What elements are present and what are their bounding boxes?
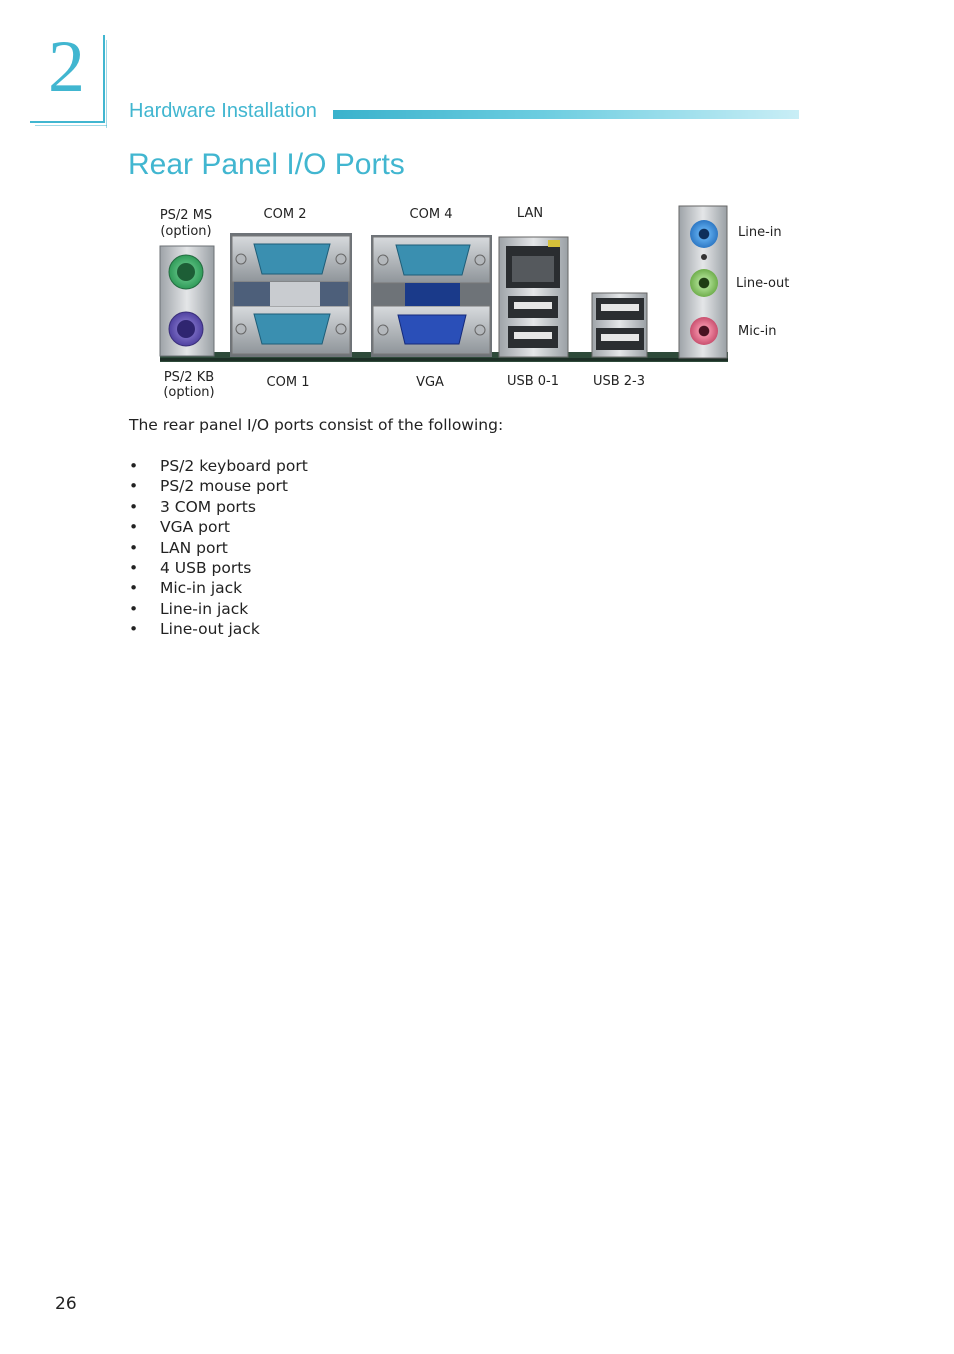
mic-in-jack bbox=[690, 317, 718, 345]
bullet: • bbox=[129, 538, 139, 557]
list-item-text: Mic-in jack bbox=[160, 579, 243, 598]
bullet: • bbox=[129, 620, 139, 639]
com-port-stack bbox=[230, 233, 352, 357]
line-out-jack bbox=[690, 269, 718, 297]
list-item bbox=[129, 578, 308, 598]
list-item bbox=[129, 558, 308, 578]
list-item bbox=[129, 538, 308, 558]
pcb-edge-shadow bbox=[160, 358, 728, 361]
list-item bbox=[129, 619, 308, 639]
label-vga: VGA bbox=[416, 375, 444, 390]
label-lan: LAN bbox=[516, 206, 544, 221]
usb-2-3-stack bbox=[592, 293, 647, 357]
list-item bbox=[129, 599, 308, 619]
com4-vga-stack bbox=[371, 235, 492, 357]
bullet: • bbox=[129, 579, 139, 598]
list-item bbox=[129, 517, 308, 537]
list-item-text: Line-out jack bbox=[160, 620, 260, 639]
list-item-text: PS/2 mouse port bbox=[160, 477, 288, 496]
bullet: • bbox=[129, 518, 139, 537]
bullet: • bbox=[129, 558, 139, 577]
list-item-text: 4 USB ports bbox=[160, 558, 252, 577]
vga-port bbox=[398, 315, 466, 344]
bullet: • bbox=[129, 599, 139, 618]
list-item-text: PS/2 keyboard port bbox=[160, 457, 308, 475]
page-number: 26 bbox=[55, 1294, 77, 1314]
com2-port bbox=[254, 244, 330, 274]
audio-jack-panel bbox=[679, 206, 727, 358]
com1-port bbox=[254, 314, 330, 344]
ps2-port-stack bbox=[160, 246, 214, 356]
label-line-out: Line-out bbox=[736, 276, 790, 291]
label-ps2-ms-note: (option) bbox=[160, 224, 212, 239]
chapter-number: 2 bbox=[48, 26, 85, 108]
label-ps2-kb-note: (option) bbox=[163, 385, 215, 400]
label-usb-0-1: USB 0-1 bbox=[506, 374, 560, 389]
bullet: • bbox=[129, 457, 139, 475]
lan-usb-stack bbox=[499, 237, 568, 357]
list-item-text: LAN port bbox=[160, 538, 228, 557]
port-list bbox=[129, 456, 308, 640]
label-line-in: Line-in bbox=[738, 225, 782, 240]
bullet: • bbox=[129, 477, 139, 496]
page-title: Rear Panel I/O Ports bbox=[128, 148, 405, 181]
bullet: • bbox=[129, 497, 139, 516]
label-ps2-kb: PS/2 KB bbox=[163, 370, 215, 385]
list-item-text: 3 COM ports bbox=[160, 497, 256, 516]
list-item bbox=[129, 456, 308, 476]
line-in-jack bbox=[690, 220, 718, 248]
label-com2: COM 2 bbox=[263, 207, 307, 222]
list-item bbox=[129, 497, 308, 517]
label-mic-in: Mic-in bbox=[738, 324, 777, 339]
list-item-text: Line-in jack bbox=[160, 599, 249, 618]
label-com1: COM 1 bbox=[266, 375, 310, 390]
intro-text: The rear panel I/O ports consist of the following: bbox=[129, 416, 504, 434]
com4-port bbox=[396, 245, 470, 275]
label-ps2-ms: PS/2 MS bbox=[159, 208, 213, 223]
rear-panel-figure bbox=[0, 0, 954, 420]
label-com4: COM 4 bbox=[409, 207, 453, 222]
list-item-text: VGA port bbox=[160, 518, 230, 537]
list-item bbox=[129, 476, 308, 496]
label-usb-2-3: USB 2-3 bbox=[592, 374, 646, 389]
section-title: Hardware Installation bbox=[129, 100, 317, 122]
